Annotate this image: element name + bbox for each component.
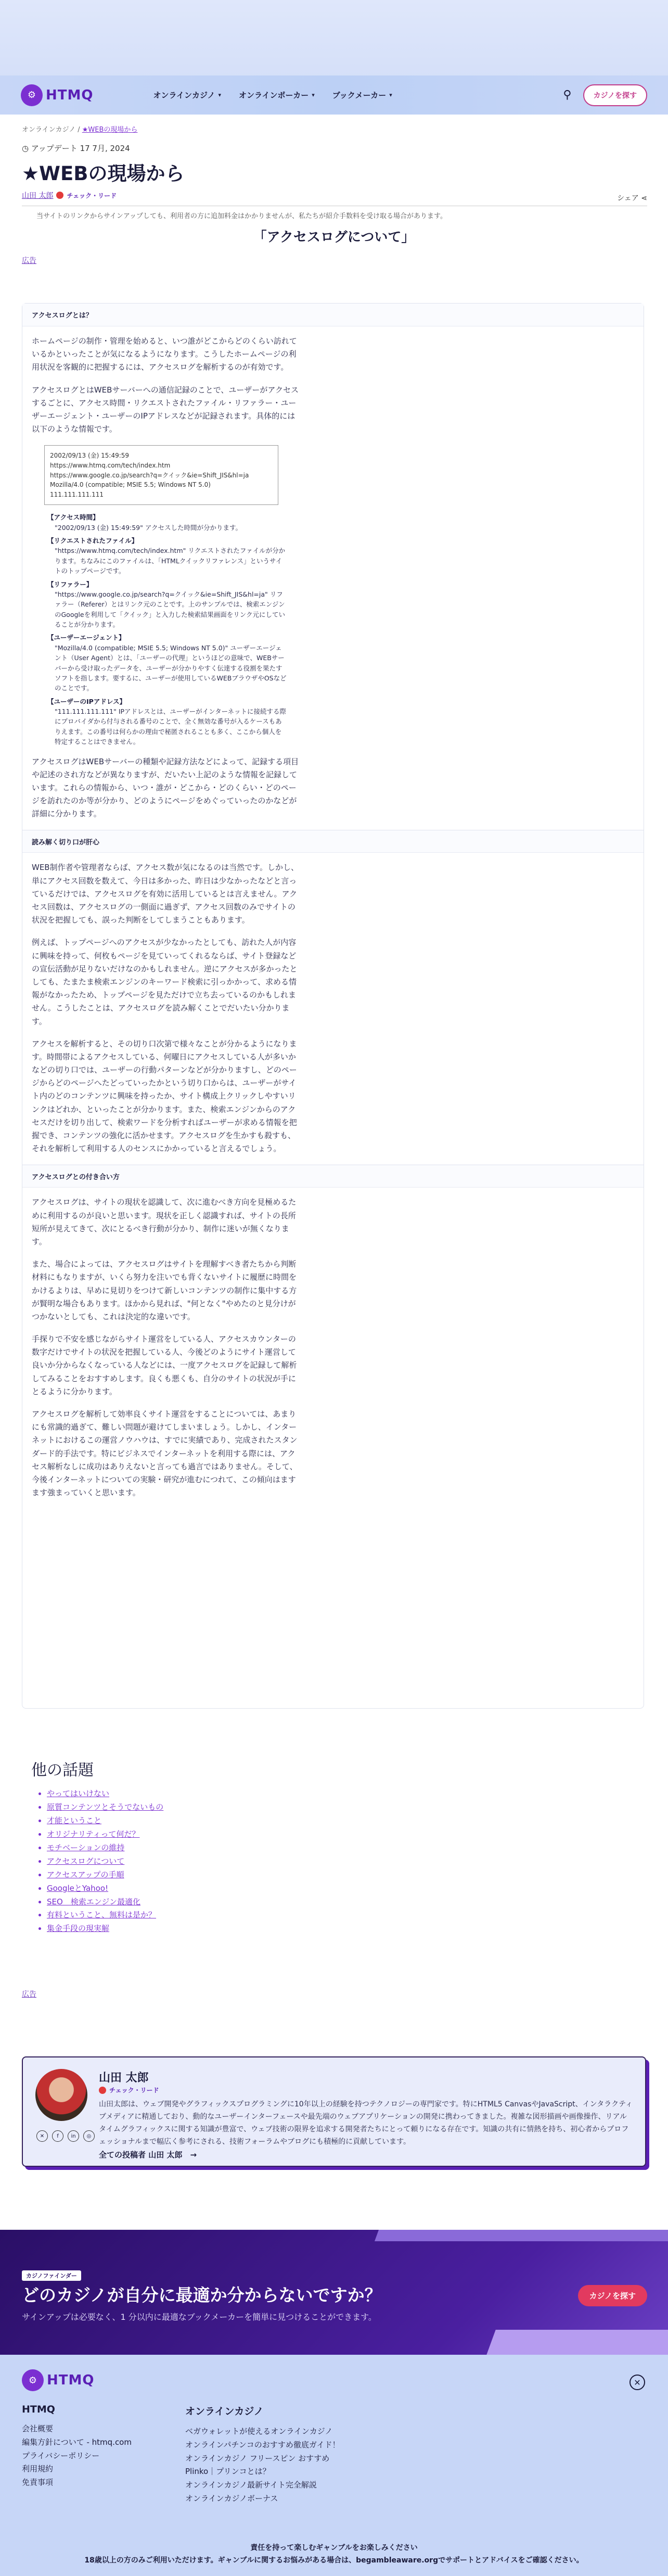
banner-tag: カジノファインダー — [22, 2270, 81, 2281]
ad-label[interactable]: 広告 — [22, 1990, 36, 1999]
banner-decoration — [486, 2330, 668, 2355]
paragraph: アクセスを解析すると、その切り口次第で様々なことが分かるようになります。時間帯によるアクセスしている、何曜日にアクセスしている人が多いかなどの切り口では、ユーザーの行動パターンなどが分かりますし、どのページからどのページへたどっていったかという切り口からは、ユーザーがサイト内のどのコンテンツに興味を持ったか、サイト構成上クリックしやすいリンクはどれか、といったことが分かります。また、検索エンジンからのアクセスだけを切り出して、検索ワードを分析すればユーザーが求める情報を把握でき、コンテンツの強化に活かせます。アクセスログを生かすも殺すも、それを解析して利用する人のセンスにかかっていると言えるでしょう。 — [32, 1039, 297, 1154]
chevron-down-icon: ▾ — [218, 92, 221, 98]
topic-link[interactable]: • 有料ということ、無料は是か？ — [47, 1909, 163, 1922]
nav-online-poker[interactable] — [239, 90, 315, 100]
footer-link[interactable]: オンラインパチンコのおすすめ徹底ガイド！ — [185, 2440, 340, 2449]
search-icon[interactable]: ⚲ — [563, 89, 572, 102]
log-line: Mozilla/4.0 (compatible; MSIE 5.5; Windows NT 5.0) — [50, 481, 211, 489]
check-icon — [56, 192, 63, 199]
updated-date — [22, 143, 130, 154]
footer-link[interactable]: プライバシーポリシー — [22, 2451, 100, 2460]
nav-label: オンラインポーカー — [238, 91, 309, 100]
updated-text: アップデート 17 7月, 2024 — [31, 144, 130, 153]
definition-desc: "https://www.google.co.jp/search?q=クイック&ie=Shift_JIS&hl=ja" リファラー（Referer）とはリンク元のことです。上のサンプルでは、検索エンジンのGoogleを利用して「クイック」と入力した検索結果画面をリンク元にしていることが分かります。 — [55, 590, 285, 629]
notice-line: 18歳以上の方のみご利用いただけます。ギャンブルに関するお悩みがある場合は、begambleaware.orgでサポートとアドバイスをご確認ください。 — [84, 2556, 584, 2565]
share-label: シェア — [617, 194, 639, 203]
author-role: チェック・リード — [67, 192, 117, 199]
topic-link[interactable]: • 原質コンテンツとそうでないもの — [47, 1801, 163, 1814]
other-topics — [31, 1757, 163, 1936]
footer-link[interactable]: オンラインカジノボーナス — [185, 2493, 278, 2503]
definition-term: 【リファラー】 — [47, 580, 93, 588]
definition-term: 【アクセス時間】 — [47, 513, 99, 522]
logo-icon: ⚙ — [22, 2369, 44, 2391]
logo-text: HTMQ — [46, 87, 94, 103]
all-posts-link[interactable]: 全ての投稿者 山田 太郎 → — [99, 2150, 197, 2160]
topic-link[interactable]: • 集金手段の現実解 — [47, 1922, 163, 1936]
article-subtitle: 「アクセスログについて」 — [253, 230, 415, 245]
paragraph: アクセスログを解析して効率良くサイト運営をすることについては、あまりにも常識的過ぎて、難しい問題が避けてしまいましょう。しかし、インターネットにおけるこの運営ノウハウは、すでに実績であり、完成されたスタンダード的手法です。特にビジネスでインターネットを利用する際には、アクセス解析なしに成功はありえないと言っても過言ではありません。そして、今後インターネットについての実験・研究が進むにつれて、この傾向はますます強まっていくと思います。 — [32, 1409, 298, 1498]
topic-link[interactable]: • オリジナリティって何だ？ — [47, 1828, 163, 1841]
responsible-gambling-notice — [0, 2542, 668, 2567]
paragraph: アクセスログとはWEBサーバーへの通信記録のことで、ユーザーがアクセスするごとに、アクセス時間・リクエストされたファイル・リファラー・ユーザーエージェント・ユーザーのIPアドレスなどが記録されます。具体的には以下のような情報です。 — [32, 385, 299, 434]
other-topics-heading: 他の話題 — [31, 1761, 94, 1779]
nav-label: オンラインカジノ — [153, 91, 215, 100]
footer-logo[interactable] — [22, 2369, 94, 2391]
linkedin-icon[interactable]: in — [68, 2130, 79, 2142]
footer-link[interactable]: オンラインカジノ最新サイト完全解説 — [185, 2480, 317, 2490]
log-line: 111.111.111.111 — [50, 490, 104, 498]
footer-link[interactable]: 会社概要 — [22, 2424, 54, 2433]
definition-desc: "111.111.111.111" IPアドレスとは、ユーザーがインターネットに接続する際にプロバイダから付与される番号のことで、全く無効な番号が入るケースもありえます。この番号は何らかの理由で秘匿されることも多く、ここから個人を特定することはできません。 — [55, 708, 287, 746]
logo-text: HTMQ — [47, 2372, 95, 2388]
topic-link[interactable]: • SEO 検索エンジン最適化 — [47, 1896, 163, 1909]
notice-line: 責任を持って楽しむギャンブルをお楽しみください — [250, 2544, 418, 2552]
page-title: ★WEBの現場から — [22, 162, 185, 185]
definition-term: 【ユーザーエージェント】 — [47, 634, 125, 642]
share-button[interactable] — [617, 193, 647, 203]
log-line: https://www.google.co.jp/search?q=クイック&ie=Shift_JIS&hl=ja — [50, 471, 249, 479]
footer-link[interactable]: 利用規約 — [22, 2464, 54, 2474]
paragraph: アクセスログはWEBサーバーの種類や記録方法などによって、記録する項目や記述のされ方などが異なりますが、だいたい上記のような情報を記録しています。これらの情報から、いつ・誰が・どこから・どのくらい・どのページを訪れたのか等が分かり、どのようにページをめぐっていったのかなどが詳細に分かります。 — [32, 756, 299, 819]
author-card-role — [99, 2086, 159, 2094]
log-sample — [44, 445, 278, 505]
footer-link[interactable]: オンラインカジノ フリースピン おすすめ — [185, 2453, 330, 2463]
avatar — [35, 2069, 87, 2121]
banner-subtitle: サインアップは必要なく、1 分以内に最適なブックメーカーを簡単に見つけることができます。 — [22, 2312, 377, 2322]
casino-finder-banner — [0, 2230, 668, 2355]
definition-term: 【ユーザーのIPアドレス】 — [47, 697, 126, 705]
footer-col-casino — [185, 2404, 341, 2506]
banner-title: どのカジノが自分に最適か分からないですか？ — [22, 2285, 382, 2305]
social-links — [36, 2130, 95, 2142]
breadcrumb: オンラインカジノ / ★WEBの現場から — [22, 126, 138, 134]
nav-online-casino[interactable] — [153, 90, 221, 100]
definition-list — [47, 512, 287, 747]
footer-col-title: HTMQ — [22, 2404, 55, 2415]
section-heading: 読み解く切り口が肝心 — [22, 830, 644, 853]
banner-decoration — [375, 2230, 668, 2241]
section-heading: アクセスログとは？ — [22, 304, 644, 326]
author-card — [22, 2056, 646, 2167]
check-icon — [99, 2087, 106, 2094]
section-heading: アクセスログとの付き合い方 — [22, 1165, 644, 1188]
topic-link[interactable]: • やってはいけない — [47, 1787, 163, 1801]
topic-link[interactable]: • モチベーションの維持 — [47, 1841, 163, 1855]
footer-link[interactable]: 編集方針について - htmq.com — [22, 2437, 132, 2447]
author-line — [22, 190, 117, 200]
topic-link[interactable]: • アクセスアップの手順 — [47, 1868, 163, 1882]
share-icon: ⋖ — [641, 194, 647, 203]
log-line: https://www.htmq.com/tech/index.htm — [50, 461, 171, 469]
facebook-icon[interactable]: f — [52, 2130, 63, 2142]
disclaimer: 当サイトのリンクからサインアップしても、利用者の方に追加料金はかかりませんが、私たちが紹介手数料を受け取る場合があります。 — [22, 206, 647, 220]
footer — [0, 2355, 668, 2576]
article-body — [22, 303, 644, 1709]
close-icon[interactable]: ✕ — [630, 2375, 645, 2390]
twitter-icon[interactable]: ✕ — [36, 2130, 48, 2142]
definition-desc: "https://www.htmq.com/tech/index.htm" リクエストされたファイルが分かります。ちなみにこのファイルは、「HTMLクイックリファレンス」というサイトのトップページです。 — [55, 547, 286, 575]
find-casino-button[interactable]: カジノを探す — [583, 84, 647, 106]
author-card-role-text: チェック・リード — [109, 2087, 159, 2094]
definition-term: 【リクエストされたファイル】 — [47, 537, 138, 545]
paragraph: 手探りで不安を感じながらサイト運営をしている人、アクセスカウンターの数字だけでサイトの状況を把握している人、今後どのようにサイト運営して良いか分からなくなっている人などには、一度アクセスログを記録して解析してみることをおすすめします。良くも悪くも、自分のサイトの状況が手にとるように分かります。 — [32, 1334, 297, 1396]
topic-link[interactable]: • GoogleとYahoo! — [47, 1882, 163, 1896]
nav-label: ブックメーカー — [332, 91, 387, 100]
topic-link[interactable]: • アクセスログについて — [47, 1855, 163, 1868]
navbar — [0, 75, 668, 115]
globe-icon[interactable]: ◎ — [83, 2130, 95, 2142]
chevron-down-icon: ▾ — [312, 92, 315, 98]
footer-link[interactable]: 免責事項 — [22, 2478, 54, 2487]
logo[interactable] — [21, 84, 93, 106]
ad-label[interactable]: 広告 — [22, 257, 36, 265]
paragraph: 例えば、トップページへのアクセスが少なかったとしても、訪れた人が内容に興味を持って、何枚もページを見ていってくれるならば、サイト登録などの宣伝活動が足りないだけなのかもしれません。逆にアクセスが多かったとしても、たまたま検索エンジンのキーワード検索に引っかかって、求める情報がなかったため、トップページを見ただけで立ち去っているのかもしれません。こうしたことは、アクセスログを読み解くことでだいたい分かります。 — [32, 938, 298, 1026]
chevron-down-icon: ▾ — [389, 92, 392, 98]
breadcrumb-home[interactable]: オンラインカジノ — [22, 126, 76, 134]
paragraph: アクセスログは、サイトの現状を認識して、次に進むべき方向を見極めるために利用するのが良いと思います。現状を正しく認識すれば、サイトの長所短所が見えてきて、次にとるべき行動が分かり、制作に迷いが無くなります。 — [32, 1197, 297, 1246]
definition-desc: "2002/09/13 (金) 15:49:59" アクセスした時間が分かります。 — [55, 523, 242, 532]
paragraph: また、場合によっては、アクセスログはサイトを理解すべき者たちから判断材料にもなりますが、いくら努力を注いでも背くないサイトに履歴に時間をかけるよりは、早めに見切りをつけて新しいコンテンツの制作に集中する方が賢明な場合もあります。ほかから見れば、"何となく"やめたのと見分けがつかないとしても、これは決定的な違いです。 — [32, 1259, 297, 1321]
paragraph: ホームページの制作・管理を始めると、いつ誰がどこからどのくらい訪れているかといったことが気になるようになります。こうしたホームページの利用状況を客観的に把握するには、アクセスログを解析するのが有効です。 — [32, 336, 297, 372]
paragraph: WEB制作者や管理者ならば、アクセス数が気になるのは当然です。しかし、単にアクセス回数を数えて、今日は多かった、昨日は少なかったなどと言っているだけでは、アクセスログを有効に活用しているとは言えません。アクセス回数は、アクセスログの一側面に過ぎず、アクセス回数のみでサイトの状況を把握しても、誤った判断をしてしまうこともあります。 — [32, 863, 299, 925]
logo-icon: ⚙ — [21, 84, 43, 106]
breadcrumb-current[interactable]: ★WEBの現場から — [82, 126, 138, 134]
clock-icon: ◷ — [22, 144, 31, 153]
banner-cta-button[interactable]: カジノを探す — [578, 2285, 647, 2306]
definition-desc: "Mozilla/4.0 (compatible; MSIE 5.5; Windows NT 5.0)" ユーザーエージェント（User Agent）とは、「ユーザーの代理」というほどの意味で、WEBサーバーから受け取ったデータを、ユーザーが分かりやすく伝達する役割を果たすソフトを指します。要するに、ユーザーが使用しているWEBブラウザやOSなどのことです。 — [55, 643, 287, 692]
log-line: 2002/09/13 (金) 15:49:59 — [50, 452, 130, 460]
nav-bookmaker[interactable] — [332, 90, 392, 100]
author-name[interactable]: 山田 太郎 — [22, 192, 54, 200]
topic-link[interactable]: • 才能ということ — [47, 1814, 163, 1828]
footer-col-htmq — [22, 2404, 132, 2490]
footer-col-title: オンラインカジノ — [185, 2406, 264, 2417]
author-card-name: 山田 太郎 — [99, 2072, 149, 2085]
author-bio: 山田太郎は、ウェブ開発やグラフィックスプログラミングに10年以上の経験を持つテクノロジーの専門家です。特にHTML5 CanvasやJavaScript、インタラクティブメディアに精通しており、動的なユーザーインターフェースや最先端のウェブアプリケーションの開発に携わってきました。複雑な図形描画や画像操作、リアルタイムグラフィックスに関する知識が豊富で、ウェブ技術の限界を追求する開発者たちにとって頼りになる存在です。知識の共有に情熱を持ち、初心者からプロフェッショナルまで幅広く参考にされる、技術フォーラムやブログにも積極的に貢献しています。 — [99, 2100, 633, 2146]
footer-link[interactable]: Plinko｜プリンコとは？ — [185, 2467, 271, 2477]
footer-link[interactable]: ベガウォレットが使えるオンラインカジノ — [185, 2427, 333, 2436]
